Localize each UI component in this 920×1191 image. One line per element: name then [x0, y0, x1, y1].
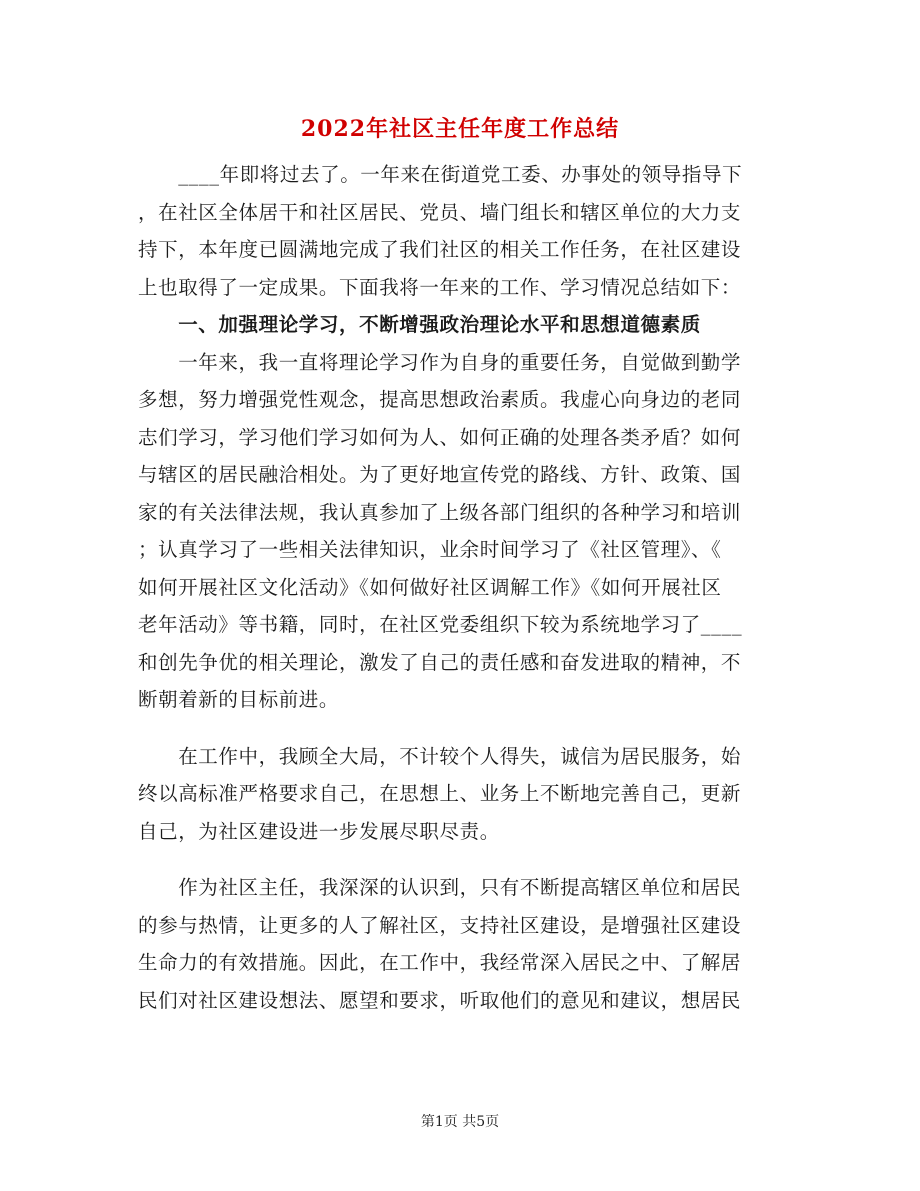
- text-line: 终以高标准严格要求自己，在思想上、业务上不断地完善自己，更新: [138, 782, 742, 805]
- text-line: 民们对社区建设想法、愿望和要求，听取他们的意见和建议，想居民: [138, 988, 742, 1012]
- text-line: 生命力的有效措施。因此，在工作中，我经常深入居民之中、了解居: [138, 951, 742, 974]
- text-line: 志们学习，学习他们学习如何为人、如何正确的处理各类矛盾？如何: [138, 425, 742, 449]
- text-line: 自己，为社区建设进一步发展尽职尽责。: [138, 819, 500, 843]
- page-number-footer: 第1页 共5页: [420, 1114, 500, 1130]
- section-heading: 一、加强理论学习，不断增强政治理论水平和思想道德素质: [138, 313, 701, 336]
- text-line: ；认真学习了一些相关法律知识，业余时间学习了《社区管理》、《: [138, 538, 722, 561]
- text-line: 与辖区的居民融洽相处。为了更好地宣传党的路线、方针、政策、国: [138, 463, 742, 486]
- text-line: 如何开展社区文化活动》《如何做好社区调解工作》《如何开展社区: [138, 575, 722, 599]
- text-line: 多想，努力增强党性观念，提高思想政治素质。我虚心向身边的老同: [138, 388, 742, 411]
- text-line: 的参与热情，让更多的人了解社区，支持社区建设，是增强社区建设: [138, 913, 742, 937]
- document-title: 2022年社区主任年度工作总结: [300, 116, 620, 142]
- text-line: 断朝着新的目标前进。: [138, 688, 340, 711]
- text-line: 老年活动》等书籍，同时，在社区党委组织下较为系统地学习了____: [138, 613, 743, 636]
- paragraph-gap: [138, 850, 774, 869]
- text-line: 持下，本年度已圆满地完成了我们社区的相关工作任务，在社区建设: [138, 238, 742, 261]
- text-line: 上也取得了一定成果。下面我将一年来的工作、学习情况总结如下：: [138, 275, 742, 299]
- text-line: 一年来，我一直将理论学习作为自身的重要任务，自觉做到勤学: [138, 350, 742, 374]
- text-line: 家的有关法律法规，我认真参加了上级各部门组织的各种学习和培训: [138, 500, 742, 524]
- document-body: [138, 156, 774, 1019]
- text-line: ，在社区全体居干和社区居民、党员、墙门组长和辖区单位的大力支: [138, 200, 742, 224]
- text-line: 在工作中，我顾全大局，不计较个人得失，诚信为居民服务，始: [138, 744, 742, 768]
- paragraph-gap: [138, 719, 774, 738]
- text-line: 作为社区主任，我深深的认识到，只有不断提高辖区单位和居民: [138, 876, 742, 899]
- text-line: 和创先争优的相关理论，激发了自己的责任感和奋发进取的精神，不: [138, 650, 742, 674]
- text-line: ____年即将过去了。一年来在街道党工委、办事处的领导指导下: [138, 163, 743, 186]
